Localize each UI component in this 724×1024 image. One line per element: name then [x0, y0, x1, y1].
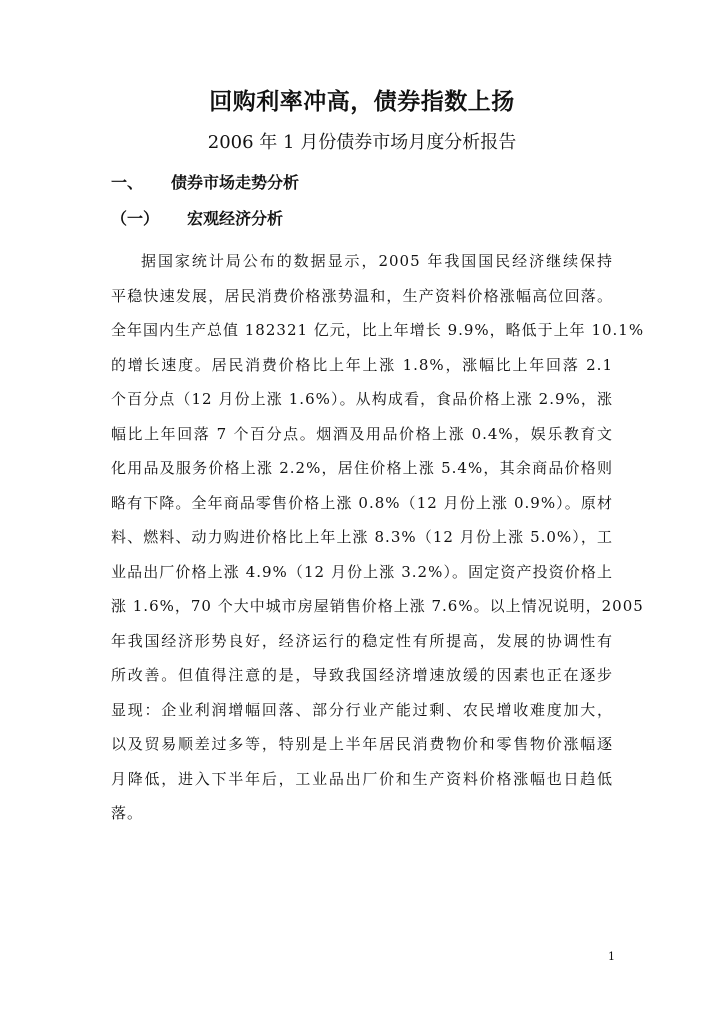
body-paragraph [111, 244, 645, 831]
subsection-heading-1 [111, 206, 283, 232]
paragraph-line: 化用品及服务价格上涨 2.2%，居住价格上涨 5.4%，其余商品价格则 [111, 459, 613, 477]
section-number: 一、 [111, 173, 144, 192]
paragraph-line: 的增长速度。居民消费价格比上年上涨 1.8%，涨幅比上年回落 2.1 [111, 355, 613, 374]
paragraph-line: 全年国内生产总值 182321 亿元，比上年增长 9.9%，略低于上年 10.1% [111, 321, 645, 339]
paragraph-line: 月降低，进入下半年后，工业品出厂价和生产资料价格涨幅也日趋低 [111, 769, 613, 788]
paragraph-line: 据国家统计局公布的数据显示，2005 年我国国民经济继续保持 [141, 252, 613, 270]
paragraph-line: 以及贸易顺差过多等，特别是上半年居民消费物价和零售物价涨幅逐 [111, 735, 613, 753]
section-heading-1 [111, 170, 299, 196]
paragraph-line: 个百分点（12 月份上涨 1.6%）。从构成看，食品价格上涨 2.9%，涨 [111, 390, 613, 408]
paragraph-line: 略有下降。全年商品零售价格上涨 0.8%（12 月份上涨 0.9%）。原材 [111, 493, 613, 512]
document-subtitle: 2006 年 1 月份债券市场月度分析报告 [207, 132, 517, 153]
paragraph-line: 业品出厂价格上涨 4.9%（12 月份上涨 3.2%）。固定资产投资价格上 [111, 562, 613, 581]
subsection-title: 宏观经济分析 [187, 209, 284, 228]
paragraph-line: 幅比上年回落 7 个百分点。烟酒及用品价格上涨 0.4%，娱乐教育文 [111, 424, 613, 443]
paragraph-line: 平稳快速发展，居民消费价格涨势温和，生产资料价格涨幅高位回落。 [111, 286, 613, 305]
paragraph-line: 落。 [111, 804, 144, 822]
document-title: 回购利率冲高，债券指数上扬 [209, 89, 515, 115]
paragraph-line: 所改善。但值得注意的是，导致我国经济增速放缓的因素也正在逐步 [111, 666, 613, 684]
paragraph-line: 料、燃料、动力购进价格比上年上涨 8.3%（12 月份上涨 5.0%），工 [111, 528, 613, 546]
subsection-number: （一） [111, 209, 160, 228]
section-title: 债券市场走势分析 [171, 173, 300, 192]
page-number: 1 [608, 950, 615, 963]
paragraph-line: 显现：企业利润增幅回落、部分行业产能过剩、农民增收难度加大， [111, 700, 613, 719]
paragraph-line: 年我国经济形势良好，经济运行的稳定性有所提高，发展的协调性有 [111, 631, 613, 650]
paragraph-line: 涨 1.6%，70 个大中城市房屋销售价格上涨 7.6%。以上情况说明，2005 [111, 597, 644, 615]
